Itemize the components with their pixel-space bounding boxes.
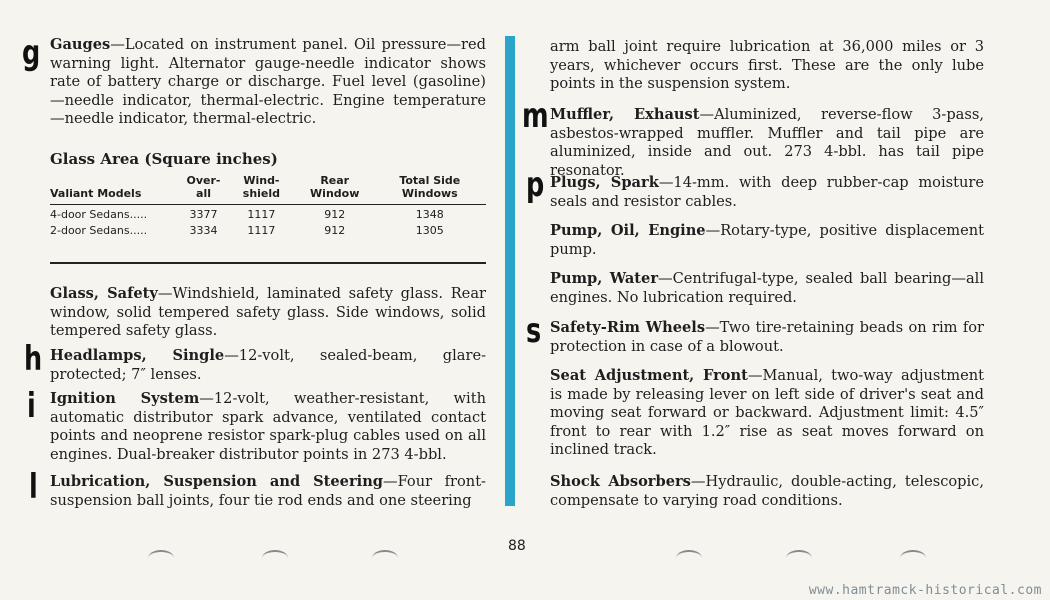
col-header-rear: Rear Window	[296, 174, 374, 205]
section-letter-s: s	[526, 311, 542, 351]
col-header-side: Total Side Windows	[374, 174, 486, 205]
entry-ignition	[50, 390, 486, 464]
table-header-row	[50, 174, 486, 205]
ignition-block	[50, 390, 486, 464]
entry-text: —Manual, two-way adjustment is made by releasing lever on left side of driver's seat and moving seat forward or backward. Adjustment limit: 4.5″ front to rear with 1.2″ rise as seat moves forward on inclined track.	[550, 367, 984, 459]
col-header-overall: Over-all	[180, 174, 227, 205]
table-bottom-rule	[50, 262, 486, 264]
table-row	[50, 221, 486, 237]
entry-pump-oil	[550, 222, 984, 259]
entry-text: —14-mm. with deep rubber-cap moisture seals and resistor cables.	[550, 174, 984, 210]
entry-text: —Two tire-retaining beads on rim for protection in case of a blowout.	[550, 319, 984, 355]
binder-hole	[900, 550, 926, 566]
entry-term: Shock Absorbers	[550, 473, 691, 490]
binder-hole	[786, 550, 812, 566]
page-number: 88	[508, 538, 526, 554]
entry-text: —12-volt, sealed-beam, glare-protected; 7″ lenses.	[50, 347, 487, 383]
section-letter-l: l	[29, 467, 38, 507]
section-letter-m: m	[522, 96, 549, 136]
cell-side: 1348	[415, 208, 444, 221]
shock-block	[550, 473, 984, 510]
entry-plugs	[550, 174, 984, 211]
entry-text: —Hydraulic, double-acting, telescopic, compensate to varying road conditions.	[550, 473, 984, 509]
pump-water-block	[550, 270, 984, 307]
col-header-model: Valiant Models	[50, 174, 180, 205]
entry-text: —Rotary-type, positive displacement pump.	[550, 222, 984, 258]
cell-overall: 3334	[189, 224, 218, 237]
cell-windshield: 1117	[247, 208, 276, 221]
headlamps-block	[50, 347, 486, 384]
safety-rim-block	[550, 319, 984, 356]
glass-area-title: Glass Area (Square inches)	[50, 150, 278, 168]
cell-windshield: 1117	[247, 224, 276, 237]
accent-bar	[505, 36, 515, 506]
entry-term: Pump, Water	[550, 270, 659, 287]
right-column	[550, 38, 984, 94]
entry-term: Ignition System	[50, 390, 200, 407]
entry-term: Headlamps, Single	[50, 347, 225, 364]
entry-term: Gauges	[50, 36, 111, 53]
table-row	[50, 205, 486, 222]
entry-text: —Centrifugal-type, sealed ball bearing—all engines. No lubrication required.	[550, 270, 984, 306]
entry-text: —12-volt, weather-resistant, with automatic distributor spark advance, ventilated contact points and neoprene resistor spark-plug cables used on all engines. Dual-breaker distributor points in 273 4-bbl.	[50, 390, 486, 463]
entry-term: Safety-Rim Wheels	[550, 319, 706, 336]
cell-model: 2-door Sedans.....	[50, 224, 148, 237]
cell-model: 4-door Sedans.....	[50, 208, 148, 221]
cell-rear: 912	[324, 208, 346, 221]
entry-term: Pump, Oil, Engine	[550, 222, 706, 239]
entry-text: —Four front-suspension ball joints, four tie rod ends and one steering	[50, 473, 486, 509]
section-letter-h: h	[24, 339, 43, 379]
entry-lubrication	[50, 473, 486, 510]
entry-term: Plugs, Spark	[550, 174, 659, 191]
watermark: www.hamtramck-historical.com	[808, 583, 1042, 598]
left-column-lower	[50, 285, 486, 341]
entry-term: Seat Adjustment, Front	[550, 367, 748, 384]
plugs-block	[550, 174, 984, 211]
muffler-block	[550, 106, 984, 180]
entry-lubrication-continued: arm ball joint require lubrication at 36,000 miles or 3 years, whichever occurs first. These are the only lube points in the suspension system.	[550, 38, 984, 93]
binder-hole	[148, 550, 174, 566]
cell-side: 1305	[415, 224, 444, 237]
entry-safety-rim	[550, 319, 984, 356]
entry-term: Glass, Safety	[50, 285, 158, 302]
binder-hole	[676, 550, 702, 566]
entry-seat-adjustment	[550, 367, 984, 460]
binder-hole	[262, 550, 288, 566]
entry-muffler	[550, 106, 984, 180]
entry-headlamps	[50, 347, 486, 384]
entry-pump-water	[550, 270, 984, 307]
entry-gauges	[50, 36, 486, 129]
entry-term: Muffler, Exhaust	[550, 106, 700, 123]
binder-hole	[372, 550, 398, 566]
cell-rear: 912	[324, 224, 346, 237]
cell-overall: 3377	[189, 208, 218, 221]
col-header-windshield: Wind-shield	[227, 174, 296, 205]
pump-oil-block	[550, 222, 984, 259]
glass-area-table	[50, 174, 486, 237]
section-letter-g: g	[22, 33, 41, 73]
section-letter-p: p	[526, 165, 545, 205]
entry-glass-safety	[50, 285, 486, 341]
entry-text: —Aluminized, reverse-flow 3-pass, asbestos-wrapped muffler. Muffler and tail pipe are aluminized, inside and out. 273 4-bbl. has tail pipe resonator.	[550, 106, 984, 179]
seat-block	[550, 367, 984, 460]
entry-shock-absorbers	[550, 473, 984, 510]
section-letter-i: i	[27, 386, 36, 426]
entry-text: —Windshield, laminated safety glass. Rear window, solid tempered safety glass. Side windows, solid tempered safety glass.	[50, 285, 486, 340]
lubrication-block	[50, 473, 486, 510]
entry-term: Lubrication, Suspension and Steering	[50, 473, 384, 490]
left-column	[50, 36, 486, 129]
entry-text: —Located on instrument panel. Oil pressure—red warning light. Alternator gauge-needle indicator shows rate of battery charge or discharge. Fuel level (gasoline) —needle indicator, thermal-electric. Engine temperature —needle indicator, thermal-electric.	[50, 36, 486, 128]
